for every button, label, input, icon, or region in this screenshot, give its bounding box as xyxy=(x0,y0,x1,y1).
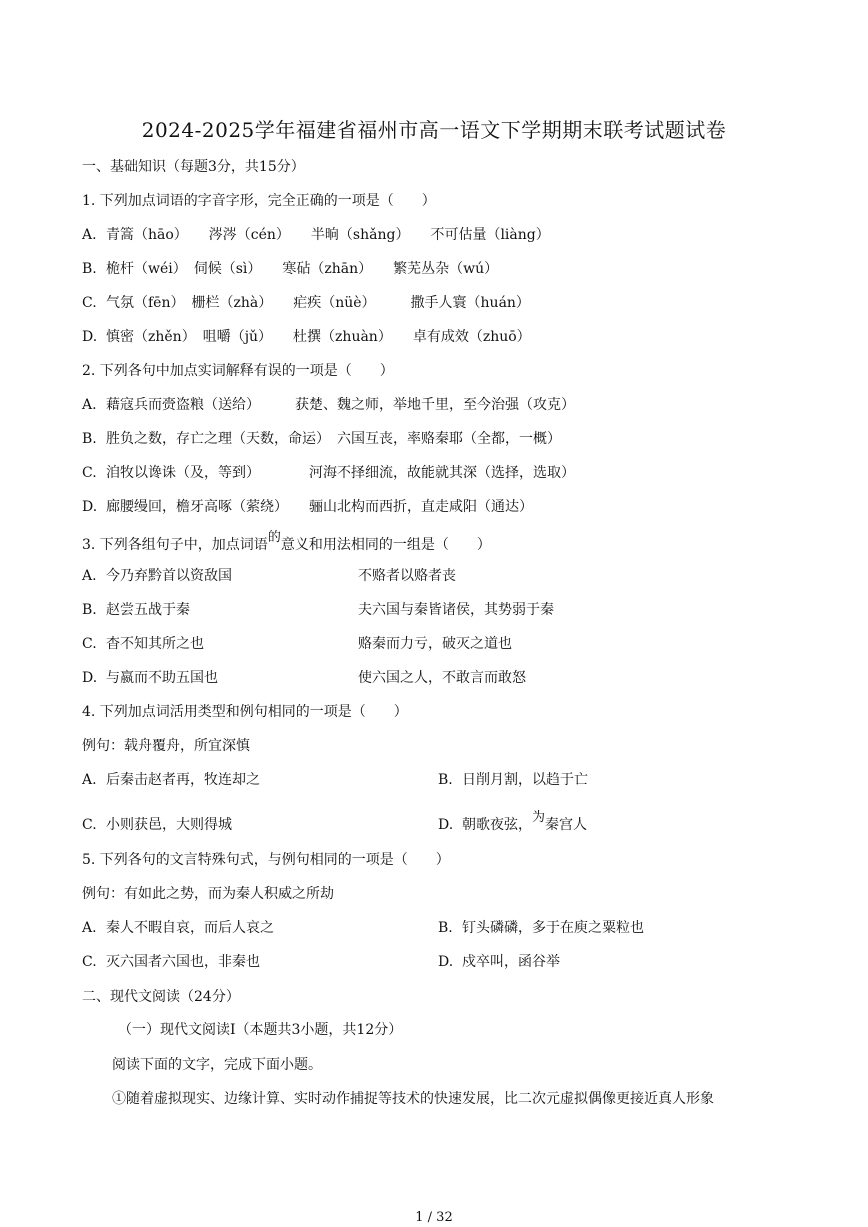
q4-option-b: B. 日削月割，以趋于亡 xyxy=(438,772,588,788)
section1-heading: 一、基础知识（每题3分，共15分） xyxy=(82,159,305,175)
q4-option-d: D. 朝歌夜弦，为秦宫人 xyxy=(438,810,588,833)
q3-option-d-right: 使六国之人，不敢言而敢怒 xyxy=(358,670,526,686)
q4-option-a: A. 后秦击赵者再，牧连却之 xyxy=(82,772,260,788)
q3-option-a-left: A. 今乃弃黔首以资敌国 xyxy=(82,568,232,584)
q3-stem: 3. 下列各组句子中，加点词语的意义和用法相同的一组是（ ） xyxy=(82,530,491,553)
q5-stem: 5. 下列各句的文言特殊句式，与例句相同的一项是（ ） xyxy=(82,852,450,868)
q3-option-d-left: D. 与嬴而不助五国也 xyxy=(82,670,218,686)
reading-paragraph-1: ①随着虚拟现实、边缘计算、实时动作捕捉等技术的快速发展，比二次元虚拟偶像更接近真人形象 xyxy=(112,1091,714,1107)
q5-option-d: D. 戍卒叫，函谷举 xyxy=(438,954,560,970)
page-title: 2024-2025学年福建省福州市高一语文下学期期末联考试题试卷 xyxy=(141,118,727,142)
q5-example: 例句：有如此之势，而为秦人积威之所劫 xyxy=(82,886,334,902)
q1-option-d: D. 慎密（zhěn） 咀嚼（jǔ） 杜撰（zhuàn） 卓有成效（zhuō） xyxy=(82,329,531,345)
q2-option-d: D. 廊腰缦回，檐牙高啄（萦绕） 骊山北构而西折，直走咸阳（通达） xyxy=(82,499,533,515)
q1-option-c: C. 气氛（fēn） 栅栏（zhà） 疟疾（nüè） 撒手人寰（huán） xyxy=(82,295,530,311)
section2-subheading: （一）现代文阅读Ⅰ（本题共3小题，共12分） xyxy=(118,1022,403,1038)
q1-option-a: A. 青篙（hāo） 涔涔（cén） 半晌（shǎng） 不可估量（liàng） xyxy=(82,227,550,243)
q5-option-a: A. 秦人不暇自哀，而后人哀之 xyxy=(82,920,274,936)
q2-option-a: A. 藉寇兵而赍盗粮（送给） 获楚、魏之师，举地千里，至今治强（攻克） xyxy=(82,397,575,413)
q1-stem: 1. 下列加点词语的字音字形，完全正确的一项是（ ） xyxy=(82,193,436,209)
q1-option-b: B. 桅杆（wéi） 伺候（sì） 寒砧（zhān） 繁芜丛杂（wú） xyxy=(82,261,499,277)
q3-option-b-right: 夫六国与秦皆诸侯，其势弱于秦 xyxy=(358,602,554,618)
q5-option-b: B. 钉头磷磷，多于在庾之粟粒也 xyxy=(438,920,644,936)
q3-option-c-right: 赂秦而力亏，破灭之道也 xyxy=(358,636,512,652)
q3-option-c-left: C. 杳不知其所之也 xyxy=(82,636,204,652)
q2-option-c: C. 洎牧以谗诛（及，等到） 河海不择细流，故能就其深（选择，选取） xyxy=(82,465,575,481)
q3-option-b-left: B. 赵尝五战于秦 xyxy=(82,602,190,618)
q4-stem: 4. 下列加点词活用类型和例句相同的一项是（ ） xyxy=(82,704,408,720)
q5-option-c: C. 灭六国者六国也，非秦也 xyxy=(82,954,260,970)
q2-option-b: B. 胜负之数，存亡之理（天数，命运） 六国互丧，率赂秦耶（全都，一概） xyxy=(82,431,561,447)
q4-example: 例句：载舟覆舟，所宜深慎 xyxy=(82,738,250,754)
section2-heading: 二、现代文阅读（24分） xyxy=(82,989,240,1005)
q2-stem: 2. 下列各句中加点实词解释有误的一项是（ ） xyxy=(82,363,394,379)
q4-option-c: C. 小则获邑，大则得城 xyxy=(82,817,232,833)
reading-instruction: 阅读下面的文字，完成下面小题。 xyxy=(112,1057,322,1073)
q3-option-a-right: 不赂者以赂者丧 xyxy=(358,568,456,584)
page-number: 1 / 32 xyxy=(415,1210,453,1225)
